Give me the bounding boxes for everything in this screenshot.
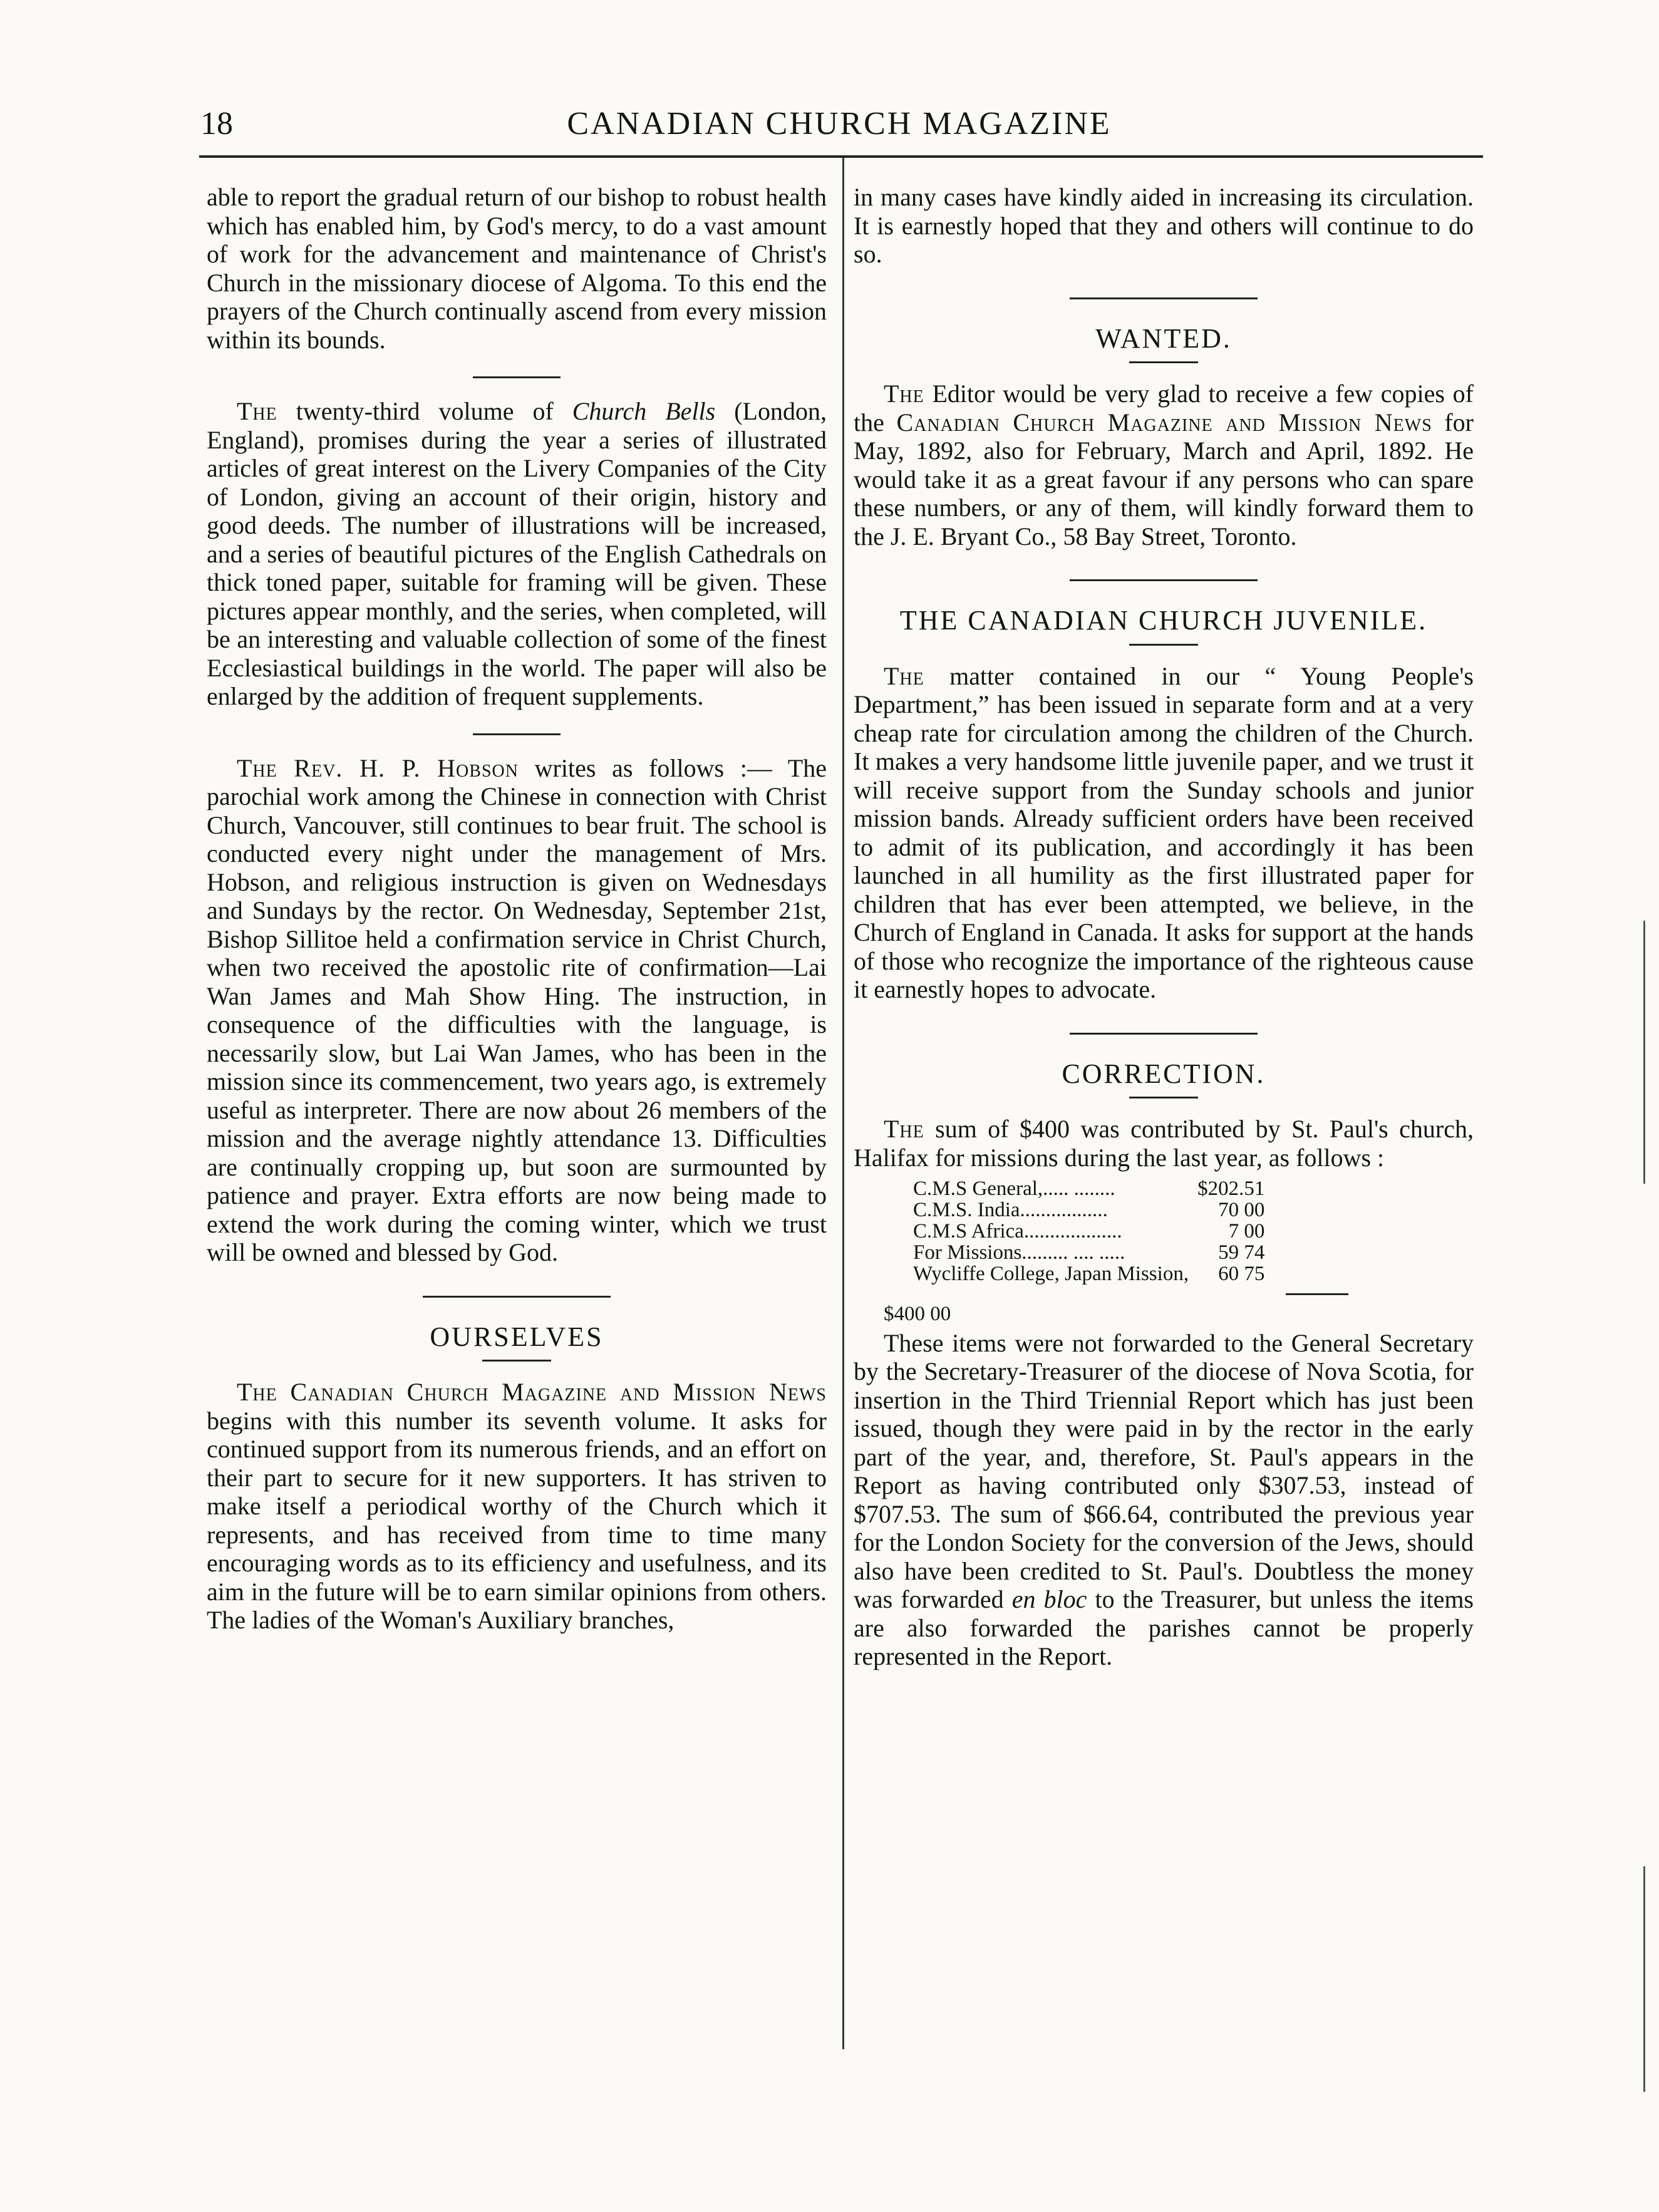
contribution-label: C.M.S. India................. bbox=[913, 1199, 1108, 1221]
section-rule bbox=[473, 733, 561, 735]
text-run: (London, England), promises during the year a series of illustrated articles of great interest on the Livery Companies of the City of London, giving an account of their origin, history and good deeds. The number of illustrations will be increased, and a series of beautiful pictures of the English Cathedrals on thick toned paper, suitable for framing will be given. These pictures appear monthly, and the series, when completed, will be an interesting and valuable collection of some of the finest Ecclesiastical buildings in the world. The paper will also be enlarged by the addition of frequent supplements. bbox=[207, 397, 827, 710]
table-row bbox=[913, 1178, 1264, 1199]
text-run: twenty-third volume of bbox=[277, 397, 572, 425]
total-rule bbox=[1286, 1293, 1348, 1295]
paragraph-explanation bbox=[854, 1329, 1474, 1671]
lead-word: The bbox=[884, 661, 924, 690]
heading-correction: CORRECTION. bbox=[1062, 1058, 1266, 1089]
contribution-amount: $202.51 bbox=[1197, 1177, 1265, 1200]
page-header bbox=[200, 105, 1478, 149]
text-run: begins with this number its seventh volume. It asks for continued support from its numerous friends, and an effort on their part to secure for it new supporters. It has striven to make itself a periodical worthy of the Church which it represents, and has received from time to time many encouraging words as to its efficiency and usefulness, and its aim in the future will be to earn similar opinions from others. The ladies of the Woman's Auxiliary branches, bbox=[207, 1406, 827, 1634]
scan-edge-mark bbox=[1643, 1866, 1645, 2092]
paragraph-bishop-health: able to report the gradual return of our bishop to robust health which has enabled him, by God's mercy, to do a vast amount of work for the advancement and maintenance of Christ's Church in the missionary diocese of Algoma. To this end the prayers of the Church continually ascend from every mission within its bounds. bbox=[207, 183, 827, 354]
contributions-table bbox=[913, 1178, 1264, 1284]
right-column bbox=[854, 183, 1474, 1671]
table-row bbox=[913, 1242, 1264, 1263]
text-run: Editor would be very glad to receive a few copies of the bbox=[854, 380, 1474, 437]
section-rule bbox=[1070, 297, 1258, 299]
heading-rule bbox=[1129, 644, 1198, 646]
header-rule bbox=[199, 155, 1483, 158]
contribution-amount: 70 00 bbox=[1218, 1199, 1265, 1221]
paragraph-hobson bbox=[207, 754, 827, 1267]
contributions-total: $400 00 bbox=[884, 1303, 951, 1325]
lead-word: The bbox=[884, 380, 924, 408]
magazine-name: Canadian Church Magazine and Mission News bbox=[896, 408, 1432, 437]
contribution-label: C.M.S General,..... ........ bbox=[913, 1177, 1115, 1200]
paragraph-church-bells bbox=[207, 397, 827, 711]
contribution-label: For Missions......... .... ..... bbox=[913, 1241, 1125, 1264]
section-rule bbox=[423, 1296, 611, 1298]
text-run: to the Treasurer, but unless the items are also forwarded the parishes cannot be properly represented in the Report. bbox=[854, 1585, 1474, 1670]
lead-name: The Canadian Church Magazine and Mission News bbox=[237, 1378, 827, 1406]
section-rule bbox=[1070, 579, 1258, 581]
paragraph-wanted bbox=[854, 380, 1474, 550]
contribution-label: Wycliffe College, Japan Mission, bbox=[913, 1263, 1189, 1285]
section-rule bbox=[473, 376, 561, 378]
heading-wanted: WANTED. bbox=[1095, 323, 1232, 354]
text-run: for May, 1892, also for February, March and April, 1892. He would take it as a great favour if any persons who can spare these numbers, or any of them, will kindly forward them to the J. E. Bryant Co., 58 Bay Street, Toronto. bbox=[854, 408, 1474, 550]
heading-rule bbox=[1129, 1097, 1198, 1098]
heading-rule bbox=[482, 1360, 551, 1362]
paragraph-continuation: in many cases have kindly aided in increasing its circulation. It is earnestly hoped that they and others will continue to do so. bbox=[854, 183, 1474, 268]
table-row bbox=[913, 1199, 1264, 1221]
text-run: writes as follows :— The parochial work among the Chinese in connection with Christ Church, Vancouver, still continues to bear fruit. The school is conducted every night under the management of Mrs. Hobson, and religious instruction is given on Wednesdays and Sundays by the rector. On Wednesday, September 21st, Bishop Sillitoe held a confirmation service in Christ Church, when two received the apostolic rite of confirmation—Lai Wan James and Mah Show Hing. The instruction, in consequence of the difficulties with the language, is necessarily slow, but Lai Wan James, who has been in the mission since its commencement, two years ago, is extremely useful as interpreter. There are now about 26 members of the mission and the average nightly attendance 13. Difficulties are continually cropping up, but soon are surmounted by patience and prayer. Extra efforts are now being made to extend the work during the coming winter, which we trust will be owned and blessed by God. bbox=[207, 753, 827, 1266]
paragraph-juvenile bbox=[854, 662, 1474, 1004]
paragraph-correction bbox=[854, 1115, 1474, 1172]
heading-juvenile: THE CANADIAN CHURCH JUVENILE. bbox=[899, 605, 1428, 636]
text-run: sum of $400 was contributed by St. Paul's church, Halifax for missions during the last year, as follows : bbox=[854, 1115, 1474, 1172]
column-divider bbox=[842, 158, 844, 2049]
contribution-amount: 7 00 bbox=[1228, 1220, 1265, 1243]
lead-name: The Rev. H. P. Hobson bbox=[237, 753, 519, 782]
text-run: These items were not forwarded to the General Secretary by the Secretary-Treasurer of the diocese of Nova Scotia, for insertion in the Third Triennial Report which has just been issued, though they were paid in by the rector in the early part of the year, and, therefore, St. Paul's appears in the Report as having contributed only $307.53, instead of $707.53. The sum of $66.64, contributed the previous year for the London Society for the conversion of the Jews, should also have been credited to St. Paul's. Doubtless the money was forwarded bbox=[854, 1328, 1474, 1613]
contribution-amount: 60 75 bbox=[1218, 1263, 1265, 1285]
table-row bbox=[913, 1263, 1264, 1284]
table-row bbox=[913, 1221, 1264, 1242]
heading-ourselves: OURSELVES bbox=[430, 1321, 604, 1352]
lead-word: The bbox=[237, 397, 277, 425]
text-run: matter contained in our “ Young People's Department,” has been issued in separate form and at a very cheap rate for circulation among the children of the Church. It makes a very handsome little juvenile paper, and we trust it will receive support from the Sunday schools and junior mission bands. Already sufficient orders have been received to admit of its publication, and accordingly it has been launched in all humility as the first illustrated paper for children that has ever been attempted, we believe, in the Church of England in Canada. It asks for support at the hands of those who recognize the importance of the righteous cause it earnestly hopes to advocate. bbox=[854, 661, 1474, 1003]
scan-edge-mark bbox=[1643, 921, 1645, 1184]
contribution-amount: 59 74 bbox=[1218, 1241, 1265, 1264]
contribution-label: C.M.S Africa................... bbox=[913, 1220, 1122, 1243]
left-column bbox=[207, 183, 827, 1635]
running-title: CANADIAN CHURCH MAGAZINE bbox=[567, 106, 1112, 142]
italic-phrase: en bloc bbox=[1011, 1585, 1087, 1613]
lead-word: The bbox=[884, 1115, 924, 1143]
page-number: 18 bbox=[200, 106, 233, 142]
section-rule bbox=[1070, 1033, 1258, 1035]
heading-rule bbox=[1129, 361, 1198, 363]
publication-title: Church Bells bbox=[572, 397, 716, 425]
paragraph-ourselves bbox=[207, 1378, 827, 1635]
